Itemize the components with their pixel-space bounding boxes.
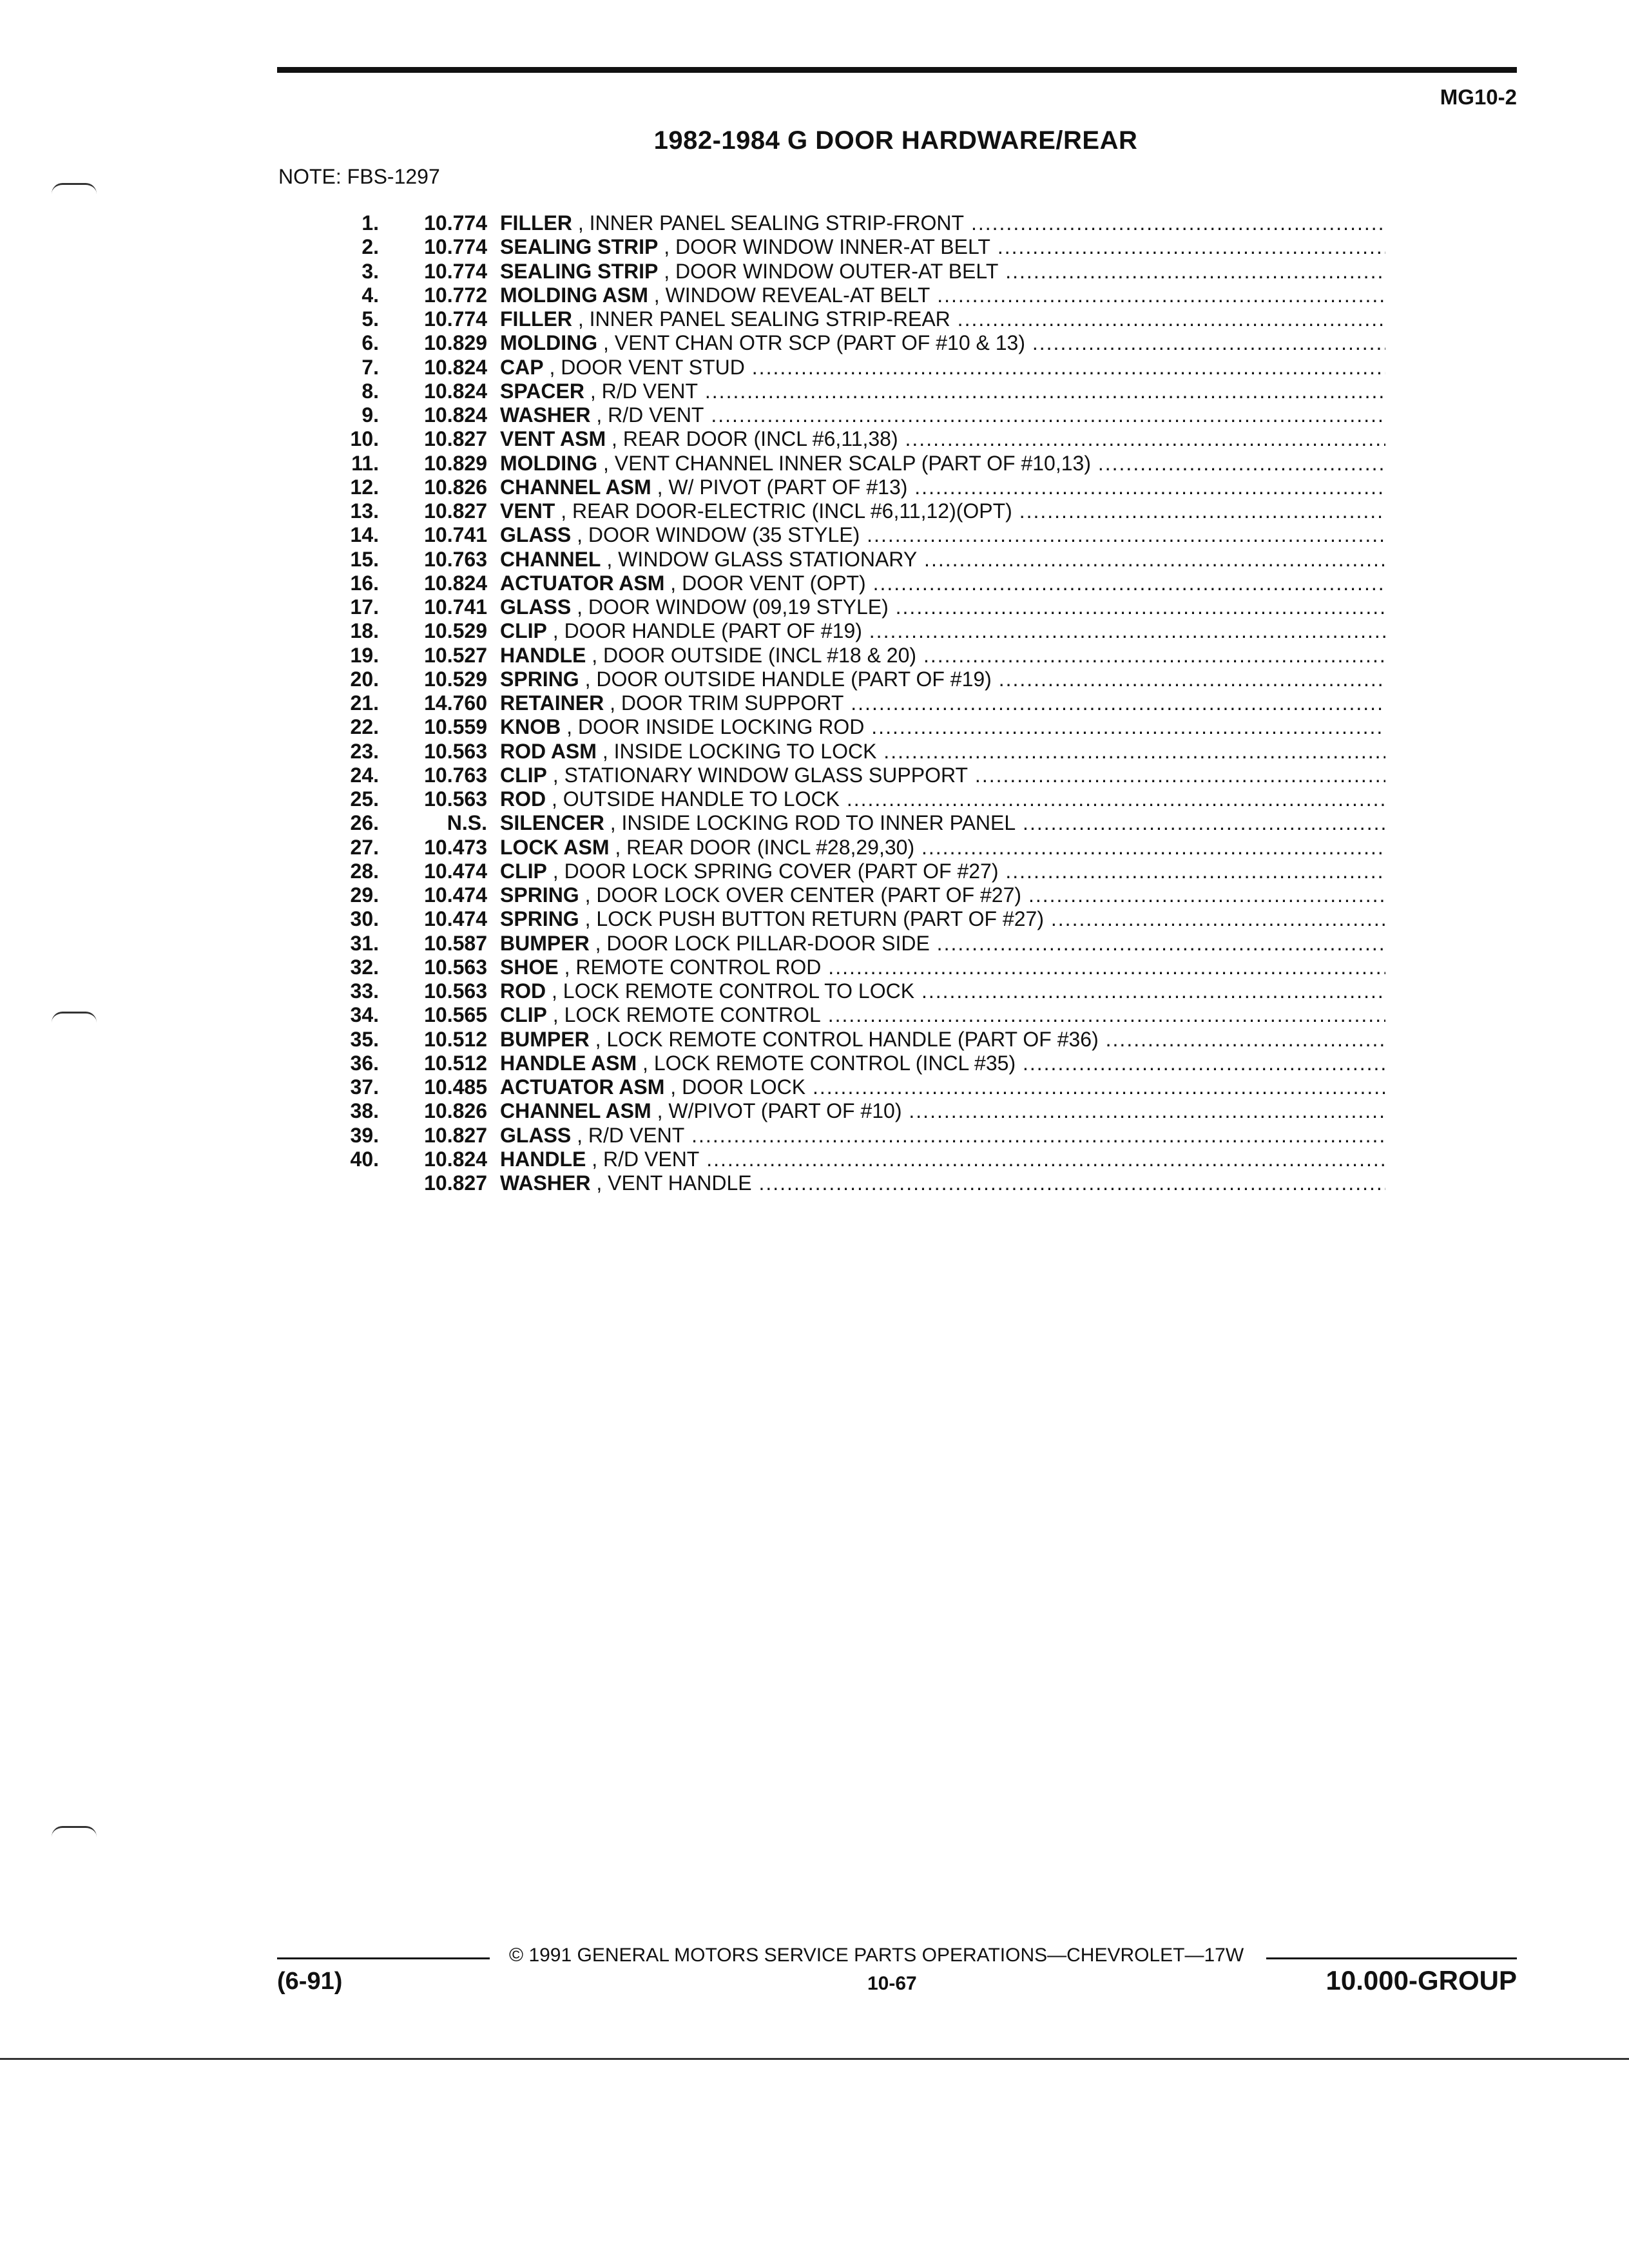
part-detail: , DOOR VENT STUD: [549, 355, 745, 379]
part-group: 10.559: [424, 715, 487, 739]
part-number: 6.: [361, 331, 379, 355]
part-row: [277, 284, 1385, 307]
part-row: [277, 883, 1385, 907]
part-group: 14.760: [424, 691, 487, 715]
part-name: SPRING: [500, 883, 579, 907]
part-description: [487, 787, 1385, 811]
part-number: 25.: [350, 787, 379, 811]
part-row: [277, 1124, 1385, 1148]
part-number: 20.: [350, 667, 379, 691]
part-name: MOLDING: [500, 331, 598, 355]
part-detail: , INNER PANEL SEALING STRIP-FRONT: [577, 211, 965, 235]
part-detail: , WINDOW GLASS STATIONARY: [606, 547, 918, 571]
part-detail: , DOOR WINDOW INNER-AT BELT: [664, 235, 990, 259]
part-number: [277, 1171, 379, 1195]
part-description: [487, 1171, 1385, 1195]
part-group: 10.512: [424, 1027, 487, 1051]
part-detail: , LOCK REMOTE CONTROL HANDLE (PART OF #36): [595, 1027, 1099, 1051]
part-row: [277, 427, 1385, 451]
part-group: 10.772: [424, 283, 487, 307]
part-detail: , REMOTE CONTROL ROD: [564, 955, 822, 979]
part-number: 15.: [350, 547, 379, 571]
part-number: 32.: [350, 955, 379, 979]
part-name: BUMPER: [500, 1027, 590, 1051]
part-number: 22.: [350, 715, 379, 739]
part-description: [487, 1052, 1385, 1075]
part-number: 1.: [361, 211, 379, 235]
part-row: [277, 907, 1385, 931]
part-group: N.S.: [447, 811, 487, 835]
page-code: MG10-2: [1440, 85, 1517, 109]
part-detail: , DOOR TRIM SUPPORT: [610, 691, 844, 715]
part-detail: , LOCK PUSH BUTTON RETURN (PART OF #27): [584, 907, 1044, 931]
punch-hole-mark: [52, 1826, 97, 1837]
part-row: [277, 860, 1385, 883]
punch-hole-mark: [52, 1012, 97, 1023]
part-row: [277, 1003, 1385, 1027]
footer-rule-right: [1266, 1957, 1517, 1959]
part-number: 39.: [350, 1123, 379, 1147]
punch-hole-mark: [52, 183, 97, 194]
part-group: 10.529: [424, 619, 487, 643]
part-row: [277, 619, 1385, 643]
part-detail: , DOOR OUTSIDE HANDLE (PART OF #19): [584, 667, 992, 691]
part-group: 10.587: [424, 931, 487, 955]
part-name: ROD ASM: [500, 739, 597, 763]
part-number: 24.: [350, 763, 379, 787]
part-number: 18.: [350, 619, 379, 643]
part-name: CLIP: [500, 859, 547, 883]
part-name: CLIP: [500, 619, 547, 643]
part-group: 10.824: [424, 379, 487, 403]
part-row: [277, 715, 1385, 739]
part-number: 34.: [350, 1003, 379, 1027]
part-description: [487, 307, 1385, 331]
part-row: [277, 403, 1385, 427]
part-description: [487, 548, 1385, 572]
part-description: [487, 907, 1385, 931]
part-detail: , W/ PIVOT (PART OF #13): [657, 475, 908, 499]
part-name: ACTUATOR ASM: [500, 1075, 665, 1099]
part-number: 14.: [350, 523, 379, 547]
part-row: [277, 764, 1385, 787]
part-description: [487, 668, 1385, 691]
page-number: 10-67: [867, 1973, 917, 1994]
part-group: 10.824: [424, 355, 487, 379]
part-detail: , INSIDE LOCKING ROD TO INNER PANEL: [610, 811, 1016, 835]
part-row: [277, 356, 1385, 380]
part-group: 10.473: [424, 835, 487, 859]
part-group: 10.563: [424, 739, 487, 763]
part-description: [487, 235, 1385, 259]
part-row: [277, 572, 1385, 595]
part-number: 29.: [350, 883, 379, 907]
part-detail: , R/D VENT: [577, 1123, 685, 1147]
part-group: 10.829: [424, 331, 487, 355]
part-description: [487, 403, 1385, 427]
part-description: [487, 284, 1385, 307]
part-name: SILENCER: [500, 811, 604, 835]
part-description: [487, 572, 1385, 595]
part-name: VENT: [500, 499, 555, 523]
part-description: [487, 644, 1385, 668]
part-name: CLIP: [500, 1003, 547, 1027]
part-name: BUMPER: [500, 931, 590, 955]
part-number: 26.: [350, 811, 379, 835]
part-number: 3.: [361, 259, 379, 283]
part-number: 21.: [350, 691, 379, 715]
part-detail: , DOOR VENT (OPT): [670, 571, 866, 595]
date-code: (6-91): [277, 1968, 343, 1995]
part-name: HANDLE ASM: [500, 1051, 637, 1075]
part-description: [487, 499, 1385, 523]
part-detail: , VENT CHANNEL INNER SCALP (PART OF #10,13): [602, 451, 1091, 475]
part-row: [277, 1099, 1385, 1123]
part-detail: , DOOR WINDOW (09,19 STYLE): [577, 595, 889, 619]
part-name: WASHER: [500, 1171, 591, 1195]
part-detail: , DOOR WINDOW OUTER-AT BELT: [664, 259, 999, 283]
part-detail: , R/D VENT: [596, 403, 704, 427]
part-group: 10.485: [424, 1075, 487, 1099]
part-description: [487, 427, 1385, 451]
part-group: 10.827: [424, 1171, 487, 1195]
part-detail: , R/D VENT: [592, 1147, 700, 1171]
part-name: MOLDING ASM: [500, 283, 648, 307]
part-group: 10.563: [424, 979, 487, 1003]
part-name: SEALING STRIP: [500, 235, 659, 259]
part-row: [277, 1148, 1385, 1171]
part-group: 10.774: [424, 307, 487, 331]
part-name: CLIP: [500, 763, 547, 787]
part-description: [487, 619, 1385, 643]
part-row: [277, 331, 1385, 355]
part-row: [277, 595, 1385, 619]
part-description: [487, 956, 1385, 979]
part-name: RETAINER: [500, 691, 604, 715]
part-group: 10.824: [424, 403, 487, 427]
part-group: 10.824: [424, 1147, 487, 1171]
part-row: [277, 811, 1385, 835]
part-description: [487, 211, 1385, 235]
part-group: 10.774: [424, 211, 487, 235]
group-code: 10.000-GROUP: [1325, 1965, 1517, 1995]
part-description: [487, 595, 1385, 619]
part-detail: , INSIDE LOCKING TO LOCK: [602, 739, 877, 763]
part-row: [277, 211, 1385, 235]
part-number: 33.: [350, 979, 379, 1003]
part-number: 36.: [350, 1051, 379, 1075]
part-row: [277, 523, 1385, 547]
part-group: 10.829: [424, 451, 487, 475]
part-detail: , R/D VENT: [590, 379, 698, 403]
part-description: [487, 860, 1385, 883]
part-name: FILLER: [500, 211, 572, 235]
part-name: GLASS: [500, 523, 572, 547]
part-detail: , W/PIVOT (PART OF #10): [657, 1099, 902, 1123]
part-name: MOLDING: [500, 451, 598, 475]
part-description: [487, 811, 1385, 835]
footer-rule-left: [277, 1957, 490, 1959]
part-group: 10.512: [424, 1051, 487, 1075]
part-row: [277, 836, 1385, 860]
part-group: 10.474: [424, 859, 487, 883]
part-row: [277, 1052, 1385, 1075]
part-row: [277, 235, 1385, 259]
part-name: SEALING STRIP: [500, 259, 659, 283]
part-detail: , LOCK REMOTE CONTROL (INCL #35): [642, 1051, 1016, 1075]
part-group: 10.763: [424, 763, 487, 787]
part-description: [487, 1028, 1385, 1052]
part-name: VENT ASM: [500, 427, 606, 451]
part-description: [487, 715, 1385, 739]
part-name: CHANNEL ASM: [500, 1099, 651, 1123]
part-number: 30.: [350, 907, 379, 931]
part-name: SPACER: [500, 379, 584, 403]
part-number: 4.: [361, 283, 379, 307]
part-description: [487, 331, 1385, 355]
part-row: [277, 979, 1385, 1003]
copyright: © 1991 GENERAL MOTORS SERVICE PARTS OPERATIONS—CHEVROLET—17W: [509, 1945, 1244, 1966]
part-name: ROD: [500, 979, 546, 1003]
part-number: 31.: [350, 931, 379, 955]
part-name: CHANNEL: [500, 547, 601, 571]
part-row: [277, 476, 1385, 499]
part-description: [487, 691, 1385, 715]
part-name: GLASS: [500, 1123, 572, 1147]
part-description: [487, 1003, 1385, 1027]
part-description: [487, 260, 1385, 284]
part-number: 10.: [350, 427, 379, 451]
part-row: [277, 1028, 1385, 1052]
part-row: [277, 932, 1385, 956]
part-detail: , DOOR HANDLE (PART OF #19): [552, 619, 862, 643]
part-number: 28.: [350, 859, 379, 883]
part-name: SPRING: [500, 667, 579, 691]
part-row: [277, 956, 1385, 979]
part-description: [487, 836, 1385, 860]
bottom-rule: [0, 2058, 1629, 2060]
part-group: 10.774: [424, 259, 487, 283]
parts-list: [277, 211, 1385, 1195]
part-group: 10.827: [424, 427, 487, 451]
part-name: HANDLE: [500, 1147, 586, 1171]
part-description: [487, 1075, 1385, 1099]
part-description: [487, 1148, 1385, 1171]
part-number: 13.: [350, 499, 379, 523]
part-description: [487, 740, 1385, 764]
part-number: 8.: [361, 379, 379, 403]
part-row: [277, 1171, 1385, 1195]
part-number: 7.: [361, 355, 379, 379]
part-detail: , STATIONARY WINDOW GLASS SUPPORT: [552, 763, 969, 787]
part-number: 9.: [361, 403, 379, 427]
part-group: 10.527: [424, 643, 487, 667]
part-number: 27.: [350, 835, 379, 859]
part-number: 2.: [361, 235, 379, 259]
part-description: [487, 356, 1385, 380]
part-description: [487, 764, 1385, 787]
part-detail: , OUTSIDE HANDLE TO LOCK: [552, 787, 840, 811]
part-row: [277, 740, 1385, 764]
part-number: 19.: [350, 643, 379, 667]
part-description: [487, 380, 1385, 403]
part-row: [277, 548, 1385, 572]
part-description: [487, 883, 1385, 907]
part-row: [277, 307, 1385, 331]
part-group: 10.774: [424, 235, 487, 259]
part-group: 10.474: [424, 883, 487, 907]
note: NOTE: FBS-1297: [278, 165, 440, 188]
part-description: [487, 476, 1385, 499]
part-name: ACTUATOR ASM: [500, 571, 665, 595]
part-group: 10.741: [424, 523, 487, 547]
part-group: 10.827: [424, 499, 487, 523]
part-detail: , DOOR WINDOW (35 STYLE): [577, 523, 860, 547]
part-name: FILLER: [500, 307, 572, 331]
part-detail: , INNER PANEL SEALING STRIP-REAR: [577, 307, 950, 331]
part-row: [277, 691, 1385, 715]
part-number: 38.: [350, 1099, 379, 1123]
part-name: HANDLE: [500, 643, 586, 667]
part-group: 10.826: [424, 475, 487, 499]
part-detail: , DOOR OUTSIDE (INCL #18 & 20): [592, 643, 917, 667]
part-number: 17.: [350, 595, 379, 619]
part-row: [277, 668, 1385, 691]
part-number: 35.: [350, 1027, 379, 1051]
part-name: SPRING: [500, 907, 579, 931]
part-row: [277, 644, 1385, 668]
part-number: 11.: [351, 451, 379, 475]
part-row: [277, 260, 1385, 284]
part-detail: , VENT HANDLE: [596, 1171, 752, 1195]
part-name: KNOB: [500, 715, 561, 739]
part-number: 23.: [350, 739, 379, 763]
part-name: WASHER: [500, 403, 591, 427]
part-row: [277, 452, 1385, 476]
part-description: [487, 523, 1385, 547]
part-detail: , DOOR LOCK SPRING COVER (PART OF #27): [552, 859, 999, 883]
part-row: [277, 787, 1385, 811]
part-name: ROD: [500, 787, 546, 811]
part-name: CAP: [500, 355, 544, 379]
part-group: 10.529: [424, 667, 487, 691]
part-detail: , REAR DOOR (INCL #28,29,30): [615, 835, 915, 859]
part-number: 40.: [350, 1147, 379, 1171]
page-title: 1982-1984 G DOOR HARDWARE/REAR: [653, 126, 1138, 155]
part-description: [487, 979, 1385, 1003]
part-group: 10.565: [424, 1003, 487, 1027]
part-detail: , REAR DOOR (INCL #6,11,38): [612, 427, 898, 451]
part-name: SHOE: [500, 955, 559, 979]
part-number: 37.: [350, 1075, 379, 1099]
part-description: [487, 932, 1385, 956]
part-detail: , VENT CHAN OTR SCP (PART OF #10 & 13): [602, 331, 1025, 355]
part-detail: , DOOR INSIDE LOCKING ROD: [566, 715, 865, 739]
part-detail: , DOOR LOCK OVER CENTER (PART OF #27): [584, 883, 1022, 907]
header-rule: [277, 67, 1517, 73]
part-group: 10.827: [424, 1123, 487, 1147]
part-row: [277, 1075, 1385, 1099]
part-group: 10.563: [424, 955, 487, 979]
part-name: CHANNEL ASM: [500, 475, 651, 499]
part-name: GLASS: [500, 595, 572, 619]
part-detail: , LOCK REMOTE CONTROL: [552, 1003, 821, 1027]
part-number: 16.: [350, 571, 379, 595]
part-description: [487, 1099, 1385, 1123]
part-group: 10.563: [424, 787, 487, 811]
part-detail: , WINDOW REVEAL-AT BELT: [653, 283, 930, 307]
part-group: 10.824: [424, 571, 487, 595]
part-detail: , DOOR LOCK: [670, 1075, 806, 1099]
part-detail: , DOOR LOCK PILLAR-DOOR SIDE: [595, 931, 930, 955]
part-group: 10.826: [424, 1099, 487, 1123]
part-number: 12.: [350, 475, 379, 499]
part-detail: , LOCK REMOTE CONTROL TO LOCK: [552, 979, 915, 1003]
part-group: 10.763: [424, 547, 487, 571]
part-number: 5.: [361, 307, 379, 331]
part-row: [277, 380, 1385, 403]
part-group: 10.741: [424, 595, 487, 619]
part-description: [487, 452, 1385, 476]
part-description: [487, 1124, 1385, 1148]
part-name: LOCK ASM: [500, 835, 610, 859]
part-row: [277, 499, 1385, 523]
part-group: 10.474: [424, 907, 487, 931]
part-detail: , REAR DOOR-ELECTRIC (INCL #6,11,12)(OPT): [561, 499, 1012, 523]
